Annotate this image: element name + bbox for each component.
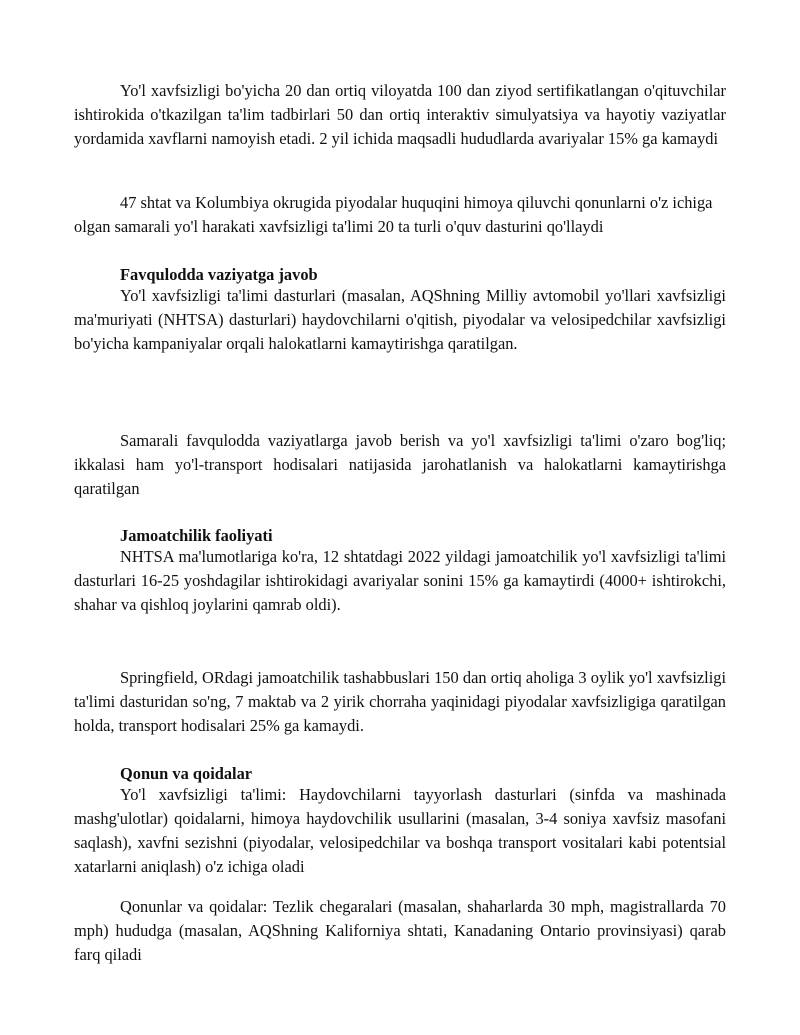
paragraph-nhtsa-data: NHTSA ma'lumotlariga ko'ra, 12 shtatdagi 2022 yildagi jamoatchilik yo'l xavfsizligi ta'limi dasturlari 16-25 yoshdagilar ishtirokidagi avariyalar sonini 15% ga kamaytirdi (4000+ ishtirokchi, shahar va qishloq joylarini qamrab oldi).: [74, 547, 726, 614]
paragraph-training-events: Yo'l xavfsizligi bo'yicha 20 dan ortiq viloyatda 100 dan ziyod sertifikatlangan o'qituvchilar ishtirokida o'tkazilgan ta'lim tadbirlari 50 dan ortiq interaktiv simulyatsiya va hayotiy vaziyatlar yordamida xavflarni namoyish etadi. 2 yil ichida maqsadli hududlarda avariyalar 15% ga kamaydi: [74, 81, 726, 148]
paragraph-springfield: Springfield, ORdagi jamoatchilik tashabbuslari 150 dan ortiq aholiga 3 oylik yo'l xavfsizligi ta'limi dasturidan so'ng, 7 maktab va 2 yirik chorraha yaqinidagi piyodalar xavfsizligiga qaratilgan holda, transport hodisalari 25% ga kamaydi.: [74, 668, 726, 735]
paragraph-curricula: 47 shtat va Kolumbiya okrugida piyodalar huquqini himoya qiluvchi qonunlarni o'z ichiga olgan samarali yo'l harakati xavfsizligi ta'limi 20 ta turli o'quv dasturini qo'llaydi: [74, 193, 713, 236]
paragraph-speed-limits: Qonunlar va qoidalar: Tezlik chegaralari (masalan, shaharlarda 30 mph, magistrallarda 70 mph) hududga (masalan, AQShning Kaliforniya shtati, Kanadaning Ontario provinsiyasi) qarab farq qiladi: [74, 897, 726, 964]
paragraph-emergency-link: Samarali favqulodda vaziyatlarga javob berish va yo'l xavfsizligi ta'limi o'zaro bog'liq; ikkalasi ham yo'l-transport hodisalari natijasida jarohatlanish va halokatlarni kamaytirishga qaratilgan: [74, 431, 726, 498]
section-heading-community-activity: Jamoatchilik faoliyati: [120, 526, 273, 545]
section-heading-emergency-response: Favqulodda vaziyatga javob: [120, 265, 318, 284]
paragraph-driver-training: Yo'l xavfsizligi ta'limi: Haydovchilarni tayyorlash dasturlari (sinfda va mashinada mashg'ulotlar) qoidalarni, himoya haydovchilik usullarini (masalan, 3-4 soniya xavfsiz masofani saqlash), xavfni sezishni (piyodalar, velosipedchilar va boshqa transport vositalari kabi potentsial xatarlarni aniqlash) o'z ichiga oladi: [74, 785, 726, 876]
paragraph-nhtsa-programs: Yo'l xavfsizligi ta'limi dasturlari (masalan, AQShning Milliy avtomobil yo'llari xavfsizligi ma'muriyati (NHTSA) dasturlari) haydovchilarni o'qitish, piyodalar va velosipedchilar xavfsizligi bo'yicha kampaniyalar orqali halokatlarni kamaytirishga qaratilgan.: [74, 286, 726, 353]
section-heading-laws-rules: Qonun va qoidalar: [120, 764, 253, 783]
